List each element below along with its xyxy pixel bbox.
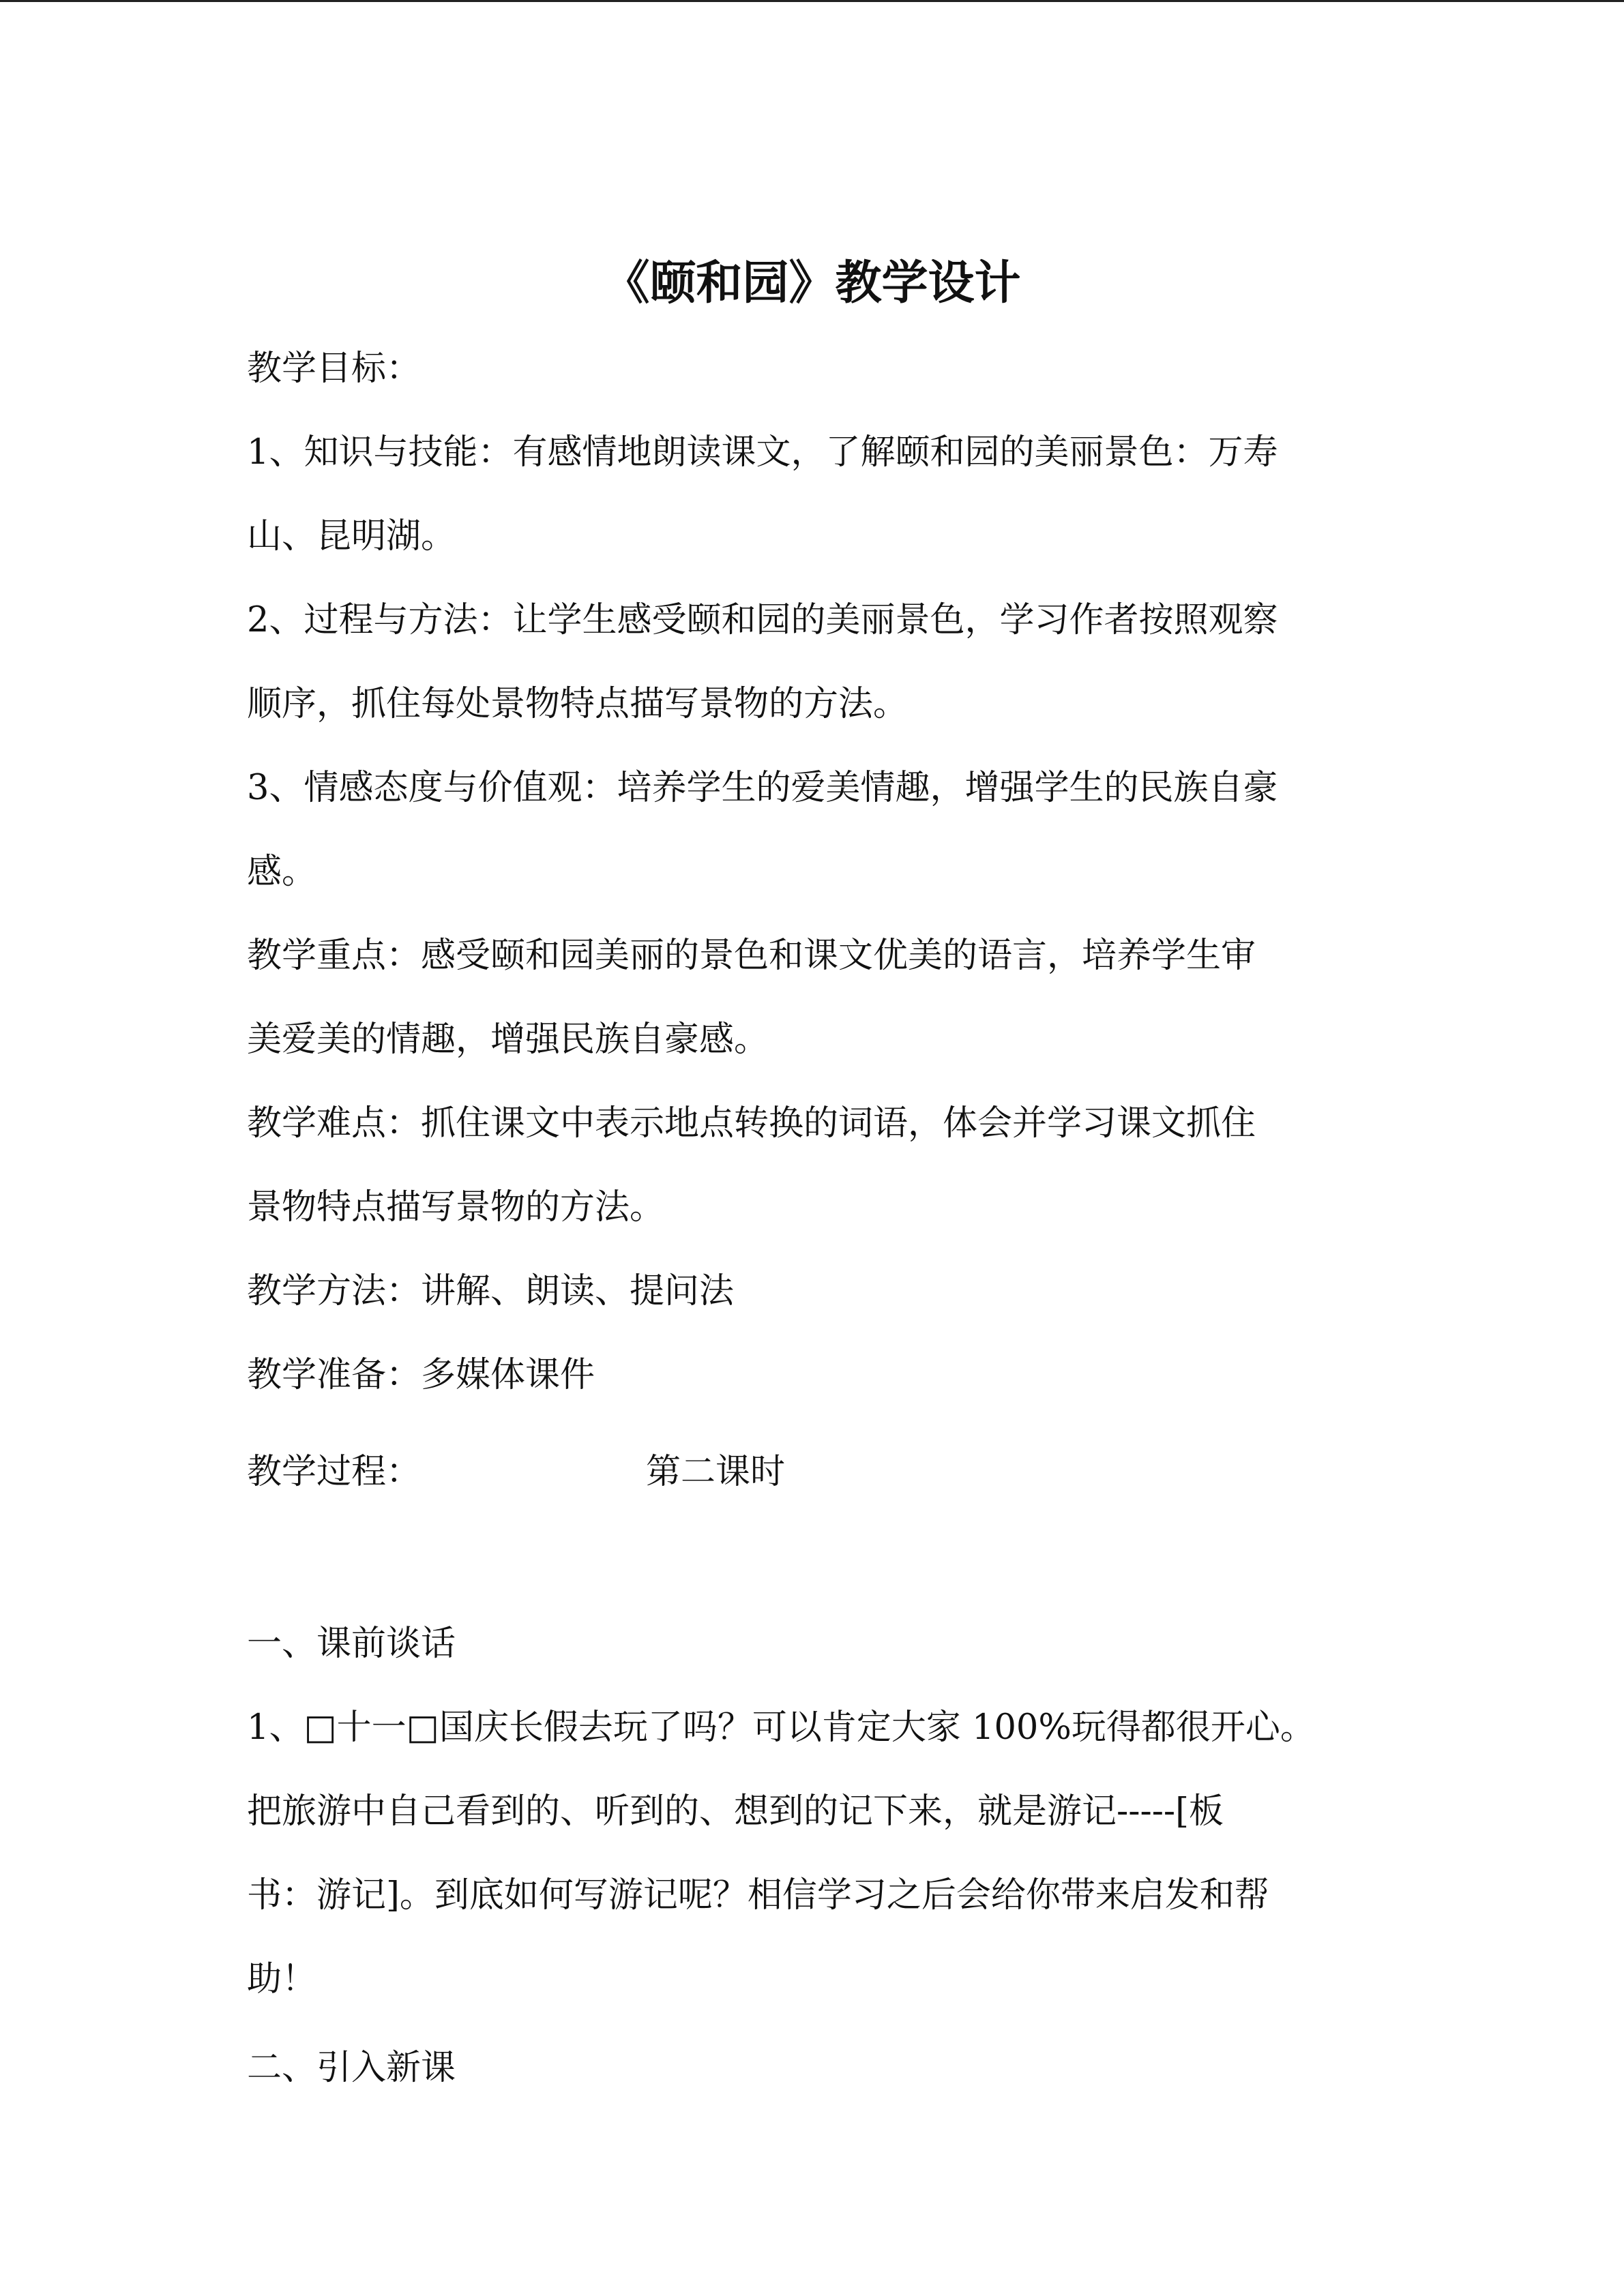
section-1-line-2: 把旅游中自己看到的、听到的、想到的记下来，就是游记-----[板 <box>247 1791 1224 1832</box>
section-1-line-4: 助！ <box>247 1959 317 1999</box>
section-1-line-1: 1、□十一□国庆长假去玩了吗？可以肯定大家 100%玩得都很开心。 <box>247 1708 1315 1748</box>
section-2-heading: 二、引入新课 <box>247 2048 456 2088</box>
section-1-line-3: 书：游记]。到底如何写游记呢？相信学习之后会给你带来启发和帮 <box>247 1875 1269 1915</box>
section-1-heading: 一、课前谈话 <box>247 1624 456 1664</box>
lesson-period-label: 第二课时 <box>646 1452 786 1492</box>
goal-2-line-1: 2、过程与方法：让学生感受颐和园的美丽景色，学习作者按照观察 <box>247 600 1278 640</box>
page-top-border <box>0 0 1624 2</box>
difficulties-line-1: 教学难点：抓住课文中表示地点转换的词语，体会并学习课文抓住 <box>247 1103 1256 1144</box>
teaching-process-row <box>247 1448 785 1496</box>
goal-1-line-2: 山、昆明湖。 <box>247 516 456 556</box>
goal-1-line-1: 1、知识与技能：有感情地朗读课文，了解颐和园的美丽景色：万寿 <box>247 432 1278 473</box>
teaching-process-label: 教学过程： <box>247 1452 422 1492</box>
teaching-preparation: 教学准备：多媒体课件 <box>247 1355 595 1395</box>
goal-3-line-2: 感。 <box>247 852 317 892</box>
document-title: 《颐和园》教学设计 <box>603 256 1021 310</box>
key-points-line-2: 美爱美的情趣，增强民族自豪感。 <box>247 1019 769 1060</box>
teaching-goals-heading: 教学目标： <box>247 348 422 389</box>
goal-3-line-1: 3、情感态度与价值观：培养学生的爱美情趣，增强学生的民族自豪 <box>247 768 1278 808</box>
difficulties-line-2: 景物特点描写景物的方法。 <box>247 1187 665 1227</box>
goal-2-line-2: 顺序，抓住每处景物特点描写景物的方法。 <box>247 684 909 724</box>
teaching-methods: 教学方法：讲解、朗读、提问法 <box>247 1271 735 1311</box>
key-points-line-1: 教学重点：感受颐和园美丽的景色和课文优美的语言，培养学生审 <box>247 936 1256 976</box>
